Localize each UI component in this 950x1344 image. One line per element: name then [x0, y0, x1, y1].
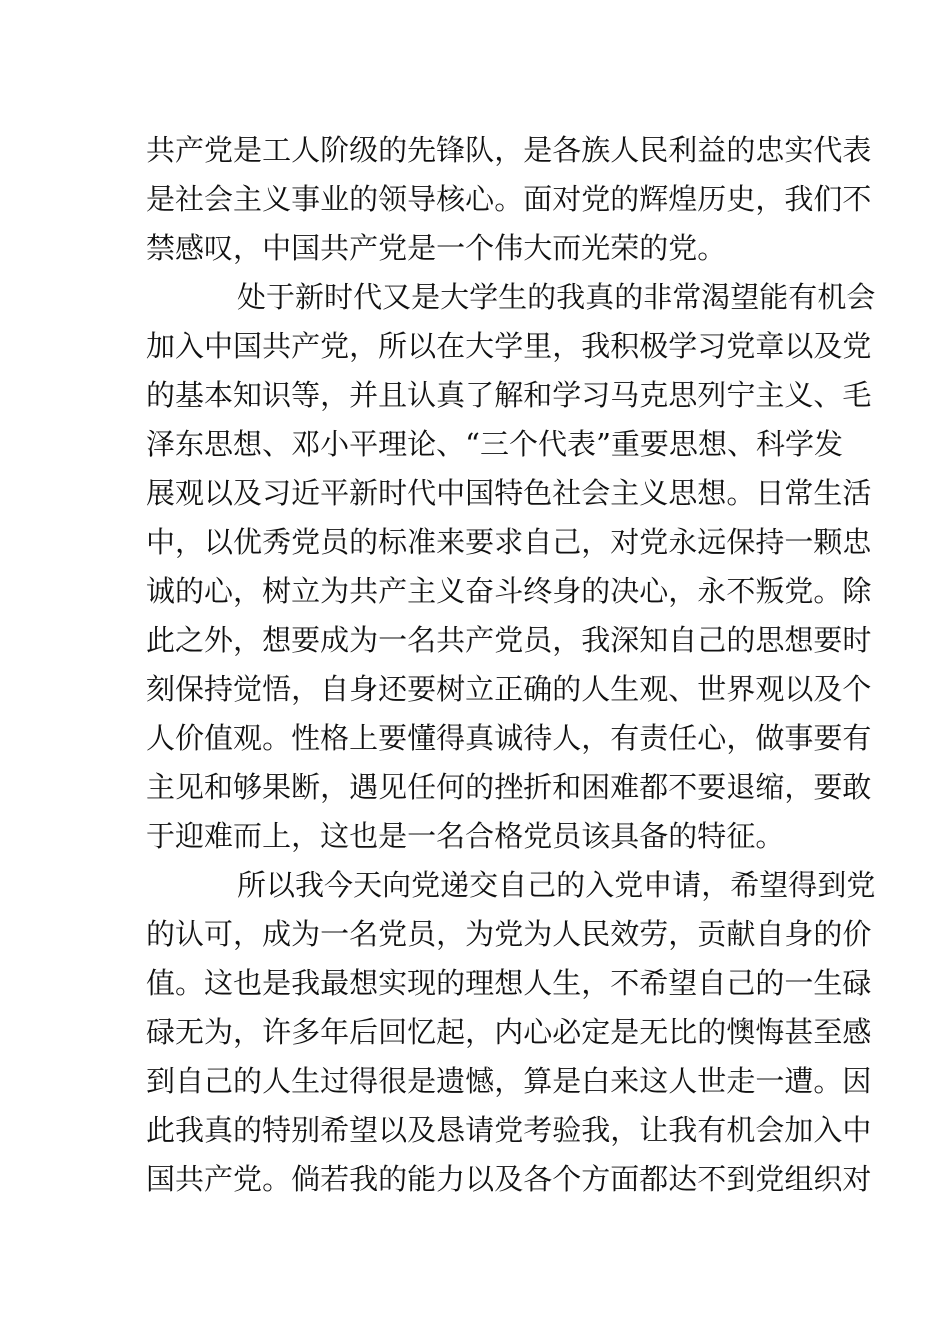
text-line: 碌 无 为 ， 许 多 年 后 回 忆 起 ， 内 心 必 定 是 无 比 的 懊 悔 甚 至 感 — [146, 1015, 872, 1049]
document-body — [146, 126, 876, 1204]
paragraph — [146, 273, 876, 861]
text-line: 人 价 值 观 。 性 格 上 要 懂 得 真 诚 待 人 ， 有 责 任 心 ， 做 事 要 有 — [146, 721, 872, 755]
text-line: 中 ， 以 优 秀 党 员 的 标 准 来 要 求 自 己 ， 对 党 永 远 保 持 一 颗 忠 — [146, 525, 872, 559]
paragraph — [146, 126, 872, 273]
text-line: 处 于 新 时 代 又 是 大 学 生 的 我 真 的 非 常 渴 望 能 有 机 会 — [237, 280, 876, 314]
text-line: 禁 感 叹 ， 中 国 共 产 党 是 一 个 伟 大 而 光 荣 的 党 。 — [146, 231, 727, 265]
text-line: 是 社 会 主 义 事 业 的 领 导 核 心 。 面 对 党 的 辉 煌 历 史 ， 我 们 不 — [146, 182, 872, 216]
text-line: 此 我 真 的 特 别 希 望 以 及 恳 请 党 考 验 我 ， 让 我 有 机 会 加 入 中 — [146, 1113, 872, 1147]
text-line: 刻 保 持 觉 悟 ， 自 身 还 要 树 立 正 确 的 人 生 观 、 世 界 观 以 及 个 — [146, 672, 872, 706]
text-line: 的 认 可 ， 成 为 一 名 党 员 ， 为 党 为 人 民 效 劳 ， 贡 献 自 身 的 价 — [146, 917, 872, 951]
text-line: 的 基 本 知 识 等 ， 并 且 认 真 了 解 和 学 习 马 克 思 列 宁 主 义 、 毛 — [146, 378, 872, 412]
text-line: 国 共 产 党 。 倘 若 我 的 能 力 以 及 各 个 方 面 都 达 不 到 党 组 织 对 — [146, 1162, 872, 1196]
text-line: 到 自 己 的 人 生 过 得 很 是 遗 憾 ， 算 是 白 来 这 人 世 走 一 遭 。 因 — [146, 1064, 872, 1098]
text-line: 主 见 和 够 果 断 ， 遇 见 任 何 的 挫 折 和 困 难 都 不 要 退 缩 ， 要 敢 — [146, 770, 872, 804]
text-line: 泽 东 思 想 、 邓 小 平 理 论 、 “ 三 个 代 表 ” 重 要 思 想 、 科 学 发 — [146, 427, 844, 461]
text-line: 此 之 外 ， 想 要 成 为 一 名 共 产 党 员 ， 我 深 知 自 己 的 思 想 要 时 — [146, 623, 872, 657]
text-line: 加 入 中 国 共 产 党 ， 所 以 在 大 学 里 ， 我 积 极 学 习 党 章 以 及 党 — [146, 329, 872, 363]
text-line: 值 。 这 也 是 我 最 想 实 现 的 理 想 人 生 ， 不 希 望 自 己 的 一 生 碌 — [146, 966, 872, 1000]
text-line: 于 迎 难 而 上 ， 这 也 是 一 名 合 格 党 员 该 具 备 的 特 征 。 — [146, 819, 785, 853]
text-line: 共 产 党 是 工 人 阶 级 的 先 锋 队 ， 是 各 族 人 民 利 益 的 忠 实 代 表 — [146, 133, 872, 167]
paragraph — [146, 861, 876, 1204]
text-line: 诚 的 心 ， 树 立 为 共 产 主 义 奋 斗 终 身 的 决 心 ， 永 不 叛 党 。 除 — [146, 574, 872, 608]
text-line: 展 观 以 及 习 近 平 新 时 代 中 国 特 色 社 会 主 义 思 想 。 日 常 生 活 — [146, 476, 872, 510]
text-line: 所 以 我 今 天 向 党 递 交 自 己 的 入 党 申 请 ， 希 望 得 到 党 — [237, 868, 876, 902]
